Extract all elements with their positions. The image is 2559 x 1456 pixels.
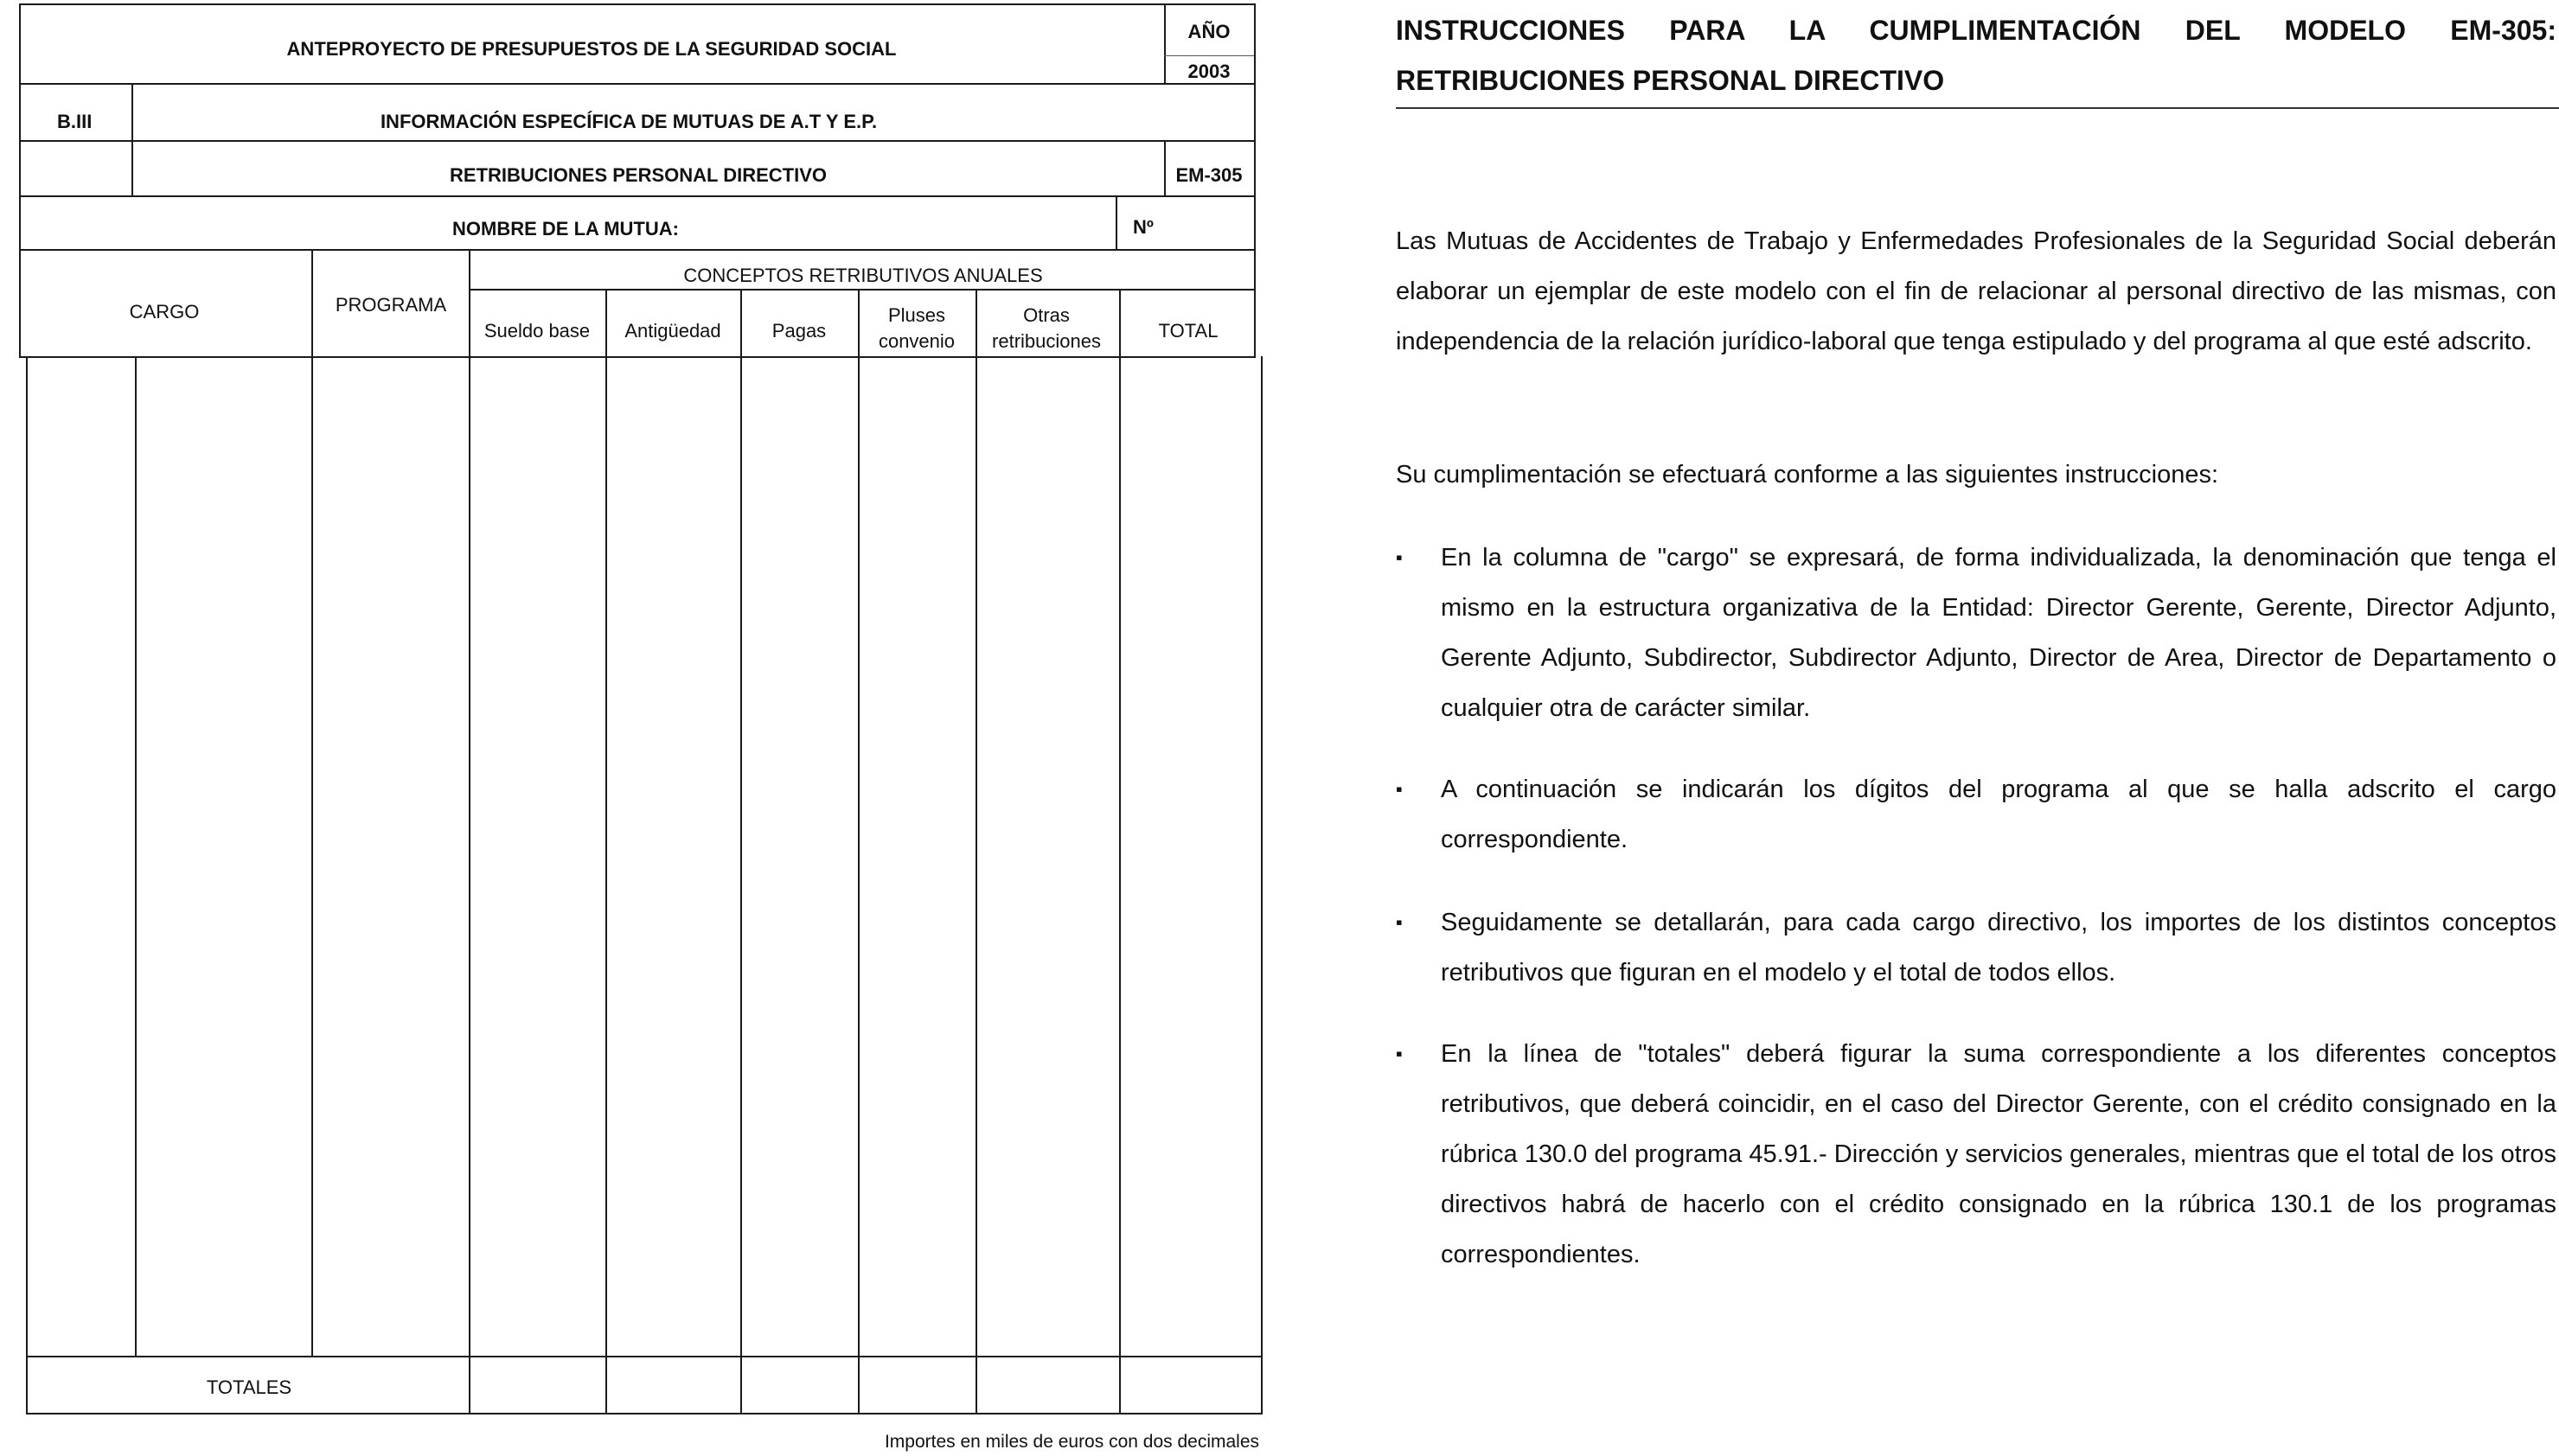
instructions-title-rule [1396,107,2559,109]
col-header-antiguedad: Antigüedad [624,320,721,342]
bullet-marker: ▪ [1396,1043,1403,1064]
section-code: B.III [57,111,93,132]
amounts-footnote: Importes en miles de euros con dos decimales [884,1432,1259,1452]
totals-label: TOTALES [206,1376,292,1398]
instruction-bullet-importes: Seguidamente se detallarán, para cada cargo directivo, los importes de los distintos conceptos retributivos que figuran en el modelo y el total de todos ellos. [1441,909,2556,987]
col-divider-antiguedad [605,289,607,1414]
form-main-title: ANTEPROYECTO DE PRESUPUESTOS DE LA SEGURIDAD SOCIAL [286,38,897,60]
instruction-bullet-totales: En la línea de "totales" deberá figurar la suma correspondiente a los diferentes conceptos retributivos, que deberá coincidir, en el caso del Director Gerente, con el crédito consignado en la rúbrica 130.0 del programa 45.91.- Dirección y servicios generales, mientras que el total de los otros directivos habrá de hacerlo con el crédito consignado en la rúbrica 130.1 de los programas correspondientes. [1441,1040,2556,1268]
col-header-otras-line1: Otras [1023,304,1070,326]
header-rule-2 [19,140,1256,142]
col-header-programa: PROGRAMA [335,294,447,316]
col-divider-sueldo [469,249,470,1414]
col-divider-pagas [740,289,742,1414]
column-header-rule [19,356,1256,358]
form-border-left-lower [26,356,28,1414]
col-header-otras-line2: retribuciones [992,330,1101,352]
section-title: INFORMACIÓN ESPECÍFICA DE MUTUAS DE A.T Y E.P. [380,111,878,132]
col-divider-total [1119,289,1121,1414]
header-rule-3 [19,195,1256,197]
instructions-title: INSTRUCCIONES PARA LA CUMPLIMENTACIÓN DEL MODELO EM-305: RETRIBUCIONES PERSONAL DIRECTIVO [1396,15,2556,96]
instructions-panel [1396,0,2559,1456]
year-cell-divider [1164,3,1166,85]
col-divider-programa [311,249,313,1357]
form-code: EM-305 [1175,164,1243,186]
col-divider-pluses [858,289,860,1414]
form-border-left [19,3,21,358]
col-header-pluses [879,303,955,354]
header-rule-4 [19,249,1256,251]
instruction-bullet-cargo: En la columna de "cargo" se expresará, de forma individualizada, la denominación que tenga el mismo en la estructura organizativa de la Entidad: Director Gerente, Gerente, Director Adjunto, Gerente Adjunto, Subdirector, Subdirector Adjunto, Director de Area, Director de Departamento o cualquier otra de carácter similar. [1441,544,2556,722]
year-value: 2003 [1187,61,1231,82]
col-header-total: TOTAL [1158,320,1219,342]
mutua-name-label: NOMBRE DE LA MUTUA: [452,218,679,239]
col-group-conceptos: CONCEPTOS RETRIBUTIVOS ANUALES [683,265,1043,286]
bullet-marker: ▪ [1396,546,1403,568]
code-cell-divider [1164,140,1166,197]
instructions-intro: Las Mutuas de Accidentes de Trabajo y Enfermedades Profesionales de la Seguridad Social deberán elaborar un ejemplar de este modelo con el fin de relacionar al personal directivo de las mismas, con independencia de la relación jurídico-laboral que tenga estipulado y del programa al que esté adscrito. [1396,227,2556,355]
col-header-cargo: CARGO [129,301,200,322]
section-code-divider [131,83,133,197]
form-border-right-lower [1261,356,1263,1414]
col-header-pluses-line1: Pluses [887,304,946,326]
number-cell-divider [1116,195,1117,251]
year-label: AÑO [1187,21,1231,42]
col-header-otras [992,303,1101,354]
form-border-top [19,3,1256,5]
instruction-bullet-programa: A continuación se indicarán los dígitos del programa al que se halla adscrito el cargo correspondiente. [1441,776,2556,853]
mutua-number-label: Nº [1133,216,1154,238]
form-subtitle: RETRIBUCIONES PERSONAL DIRECTIVO [450,164,827,186]
col-header-pluses-line2: convenio [878,330,956,352]
form-border-bottom [26,1413,1263,1414]
instructions-lead: Su cumplimentación se efectuará conforme a las siguientes instrucciones: [1396,461,2219,489]
form-border-right [1254,3,1256,358]
bullet-marker: ▪ [1396,911,1403,933]
totals-top-rule [26,1356,1263,1357]
col-header-sueldo-base: Sueldo base [483,320,591,342]
cargo-inner-divider [135,356,137,1357]
year-value-underline [1164,55,1254,56]
col-header-pagas: Pagas [771,320,827,342]
bullet-marker: ▪ [1396,778,1403,800]
header-rule-1 [19,83,1256,85]
group-header-rule [469,289,1256,291]
col-divider-otras [976,289,977,1414]
